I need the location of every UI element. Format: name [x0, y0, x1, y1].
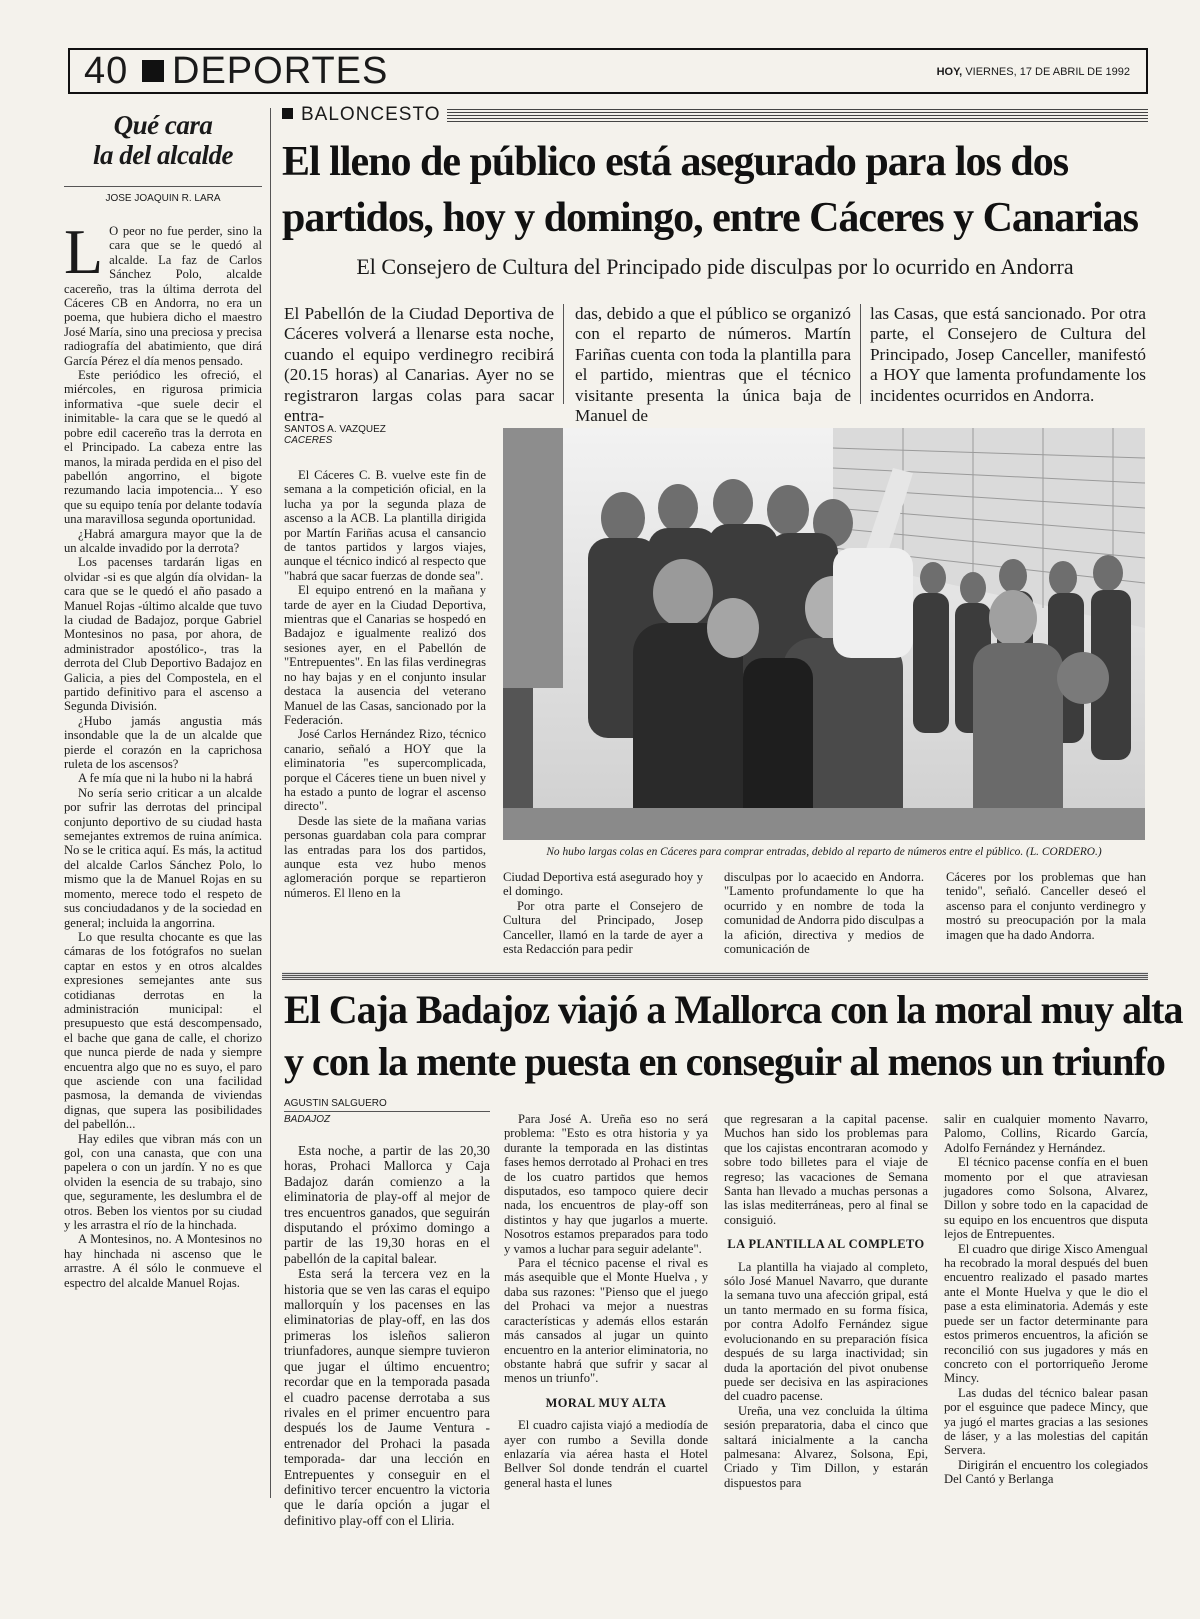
lead-col-1: El Pabellón de la Ciudad Deportiva de Cáceres volverá a llenarse esta noche, cuando el equipo verdinegro recibirá (20.15 horas) al Canarias. Ayer no se registraron largas colas para sacar entra-: [284, 304, 554, 426]
kicker-row: [282, 104, 1148, 126]
kicker: BALONCESTO: [282, 104, 441, 126]
article1-col-3: disculpas por lo acaecido en Andorra. "Lamento profundamente lo que ha ocurrido y en nombre de toda la comunidad de Andorra pido disculpas a la afición, directiva y medios de comunicación de: [724, 870, 924, 957]
lead-col-2: das, debido a que el público se organizó con el reparto de números. Martín Fariñas cuenta con toda la plantilla para el partido, mientras que el técnico visitante presenta la única baja de Manuel de: [575, 304, 851, 426]
dateline: [937, 66, 1130, 78]
page-number: 40: [84, 50, 129, 92]
lead-col-3: las Casas, que está sancionado. Por otra parte, el Consejero de Cultura del Principado, Josep Canceller, manifestó a HOY que lamenta profundamente los incidentes ocurridos en Andorra.: [870, 304, 1146, 405]
subhead-moral: MORAL MUY ALTA: [545, 1395, 667, 1410]
paper-name: HOY,: [936, 66, 963, 78]
issue-date: VIERNES, 17 DE ABRIL DE 1992: [965, 66, 1130, 78]
place-1: CACERES: [284, 435, 333, 446]
place-2: BADAJOZ: [284, 1114, 331, 1125]
article2-col-4: salir en cualquier momento Navarro, Palomo, Collins, Ricardo García, Adolfo Fernández y Hernández. El técnico pacense confía en el buen momento por el que atraviesan jugadores como Solsona, Alvarez, Dillon y sobre todo en la capacidad de su equipo en los encuentros que disputa lejos de Entrepuentes. El cuadro que dirige Xisco Amengual ha recobrado la moral después del buen encuentro realizado el pasado martes ante el Monte Huelva y que le dio el pase a esta eliminatoria. Además y este puede ser un factor determinante para estos primeros encuentros, la afición se reconcilió con sus jugadores y más en concreto con el portorriqueño Jerome Mincy. Las dudas del técnico balear pasan por el esguince que padece Mincy, que ya jugó el martes gracias a las sesiones de láser, y a las molestias del capitán Servera. Dirigirán el encuentro los colegiados Del Cantó y Berlanga: [944, 1112, 1148, 1487]
masthead: [68, 48, 1148, 94]
article2-col-1: AGUSTIN SALGUERO BADAJOZ Esta noche, a partir de las 20,30 horas, Prohaci Mallorca y Caja Badajoz darán comienzo a la eliminatoria de play-off al mejor de tres encuentros ganados, que seguirán disputando el próximo domingo a partir de las 19,30 horas en el pabellón de la capital balear. Esta será la tercera vez en la historia que se ven las caras el equipo mallorquín y los pacenses en las eliminatorias de play-off, en las dos primeras los isleños salieron triunfadores, aunque siempre tuvieron que jugar el último encuentro; recordar que en la temporada pasada el cuadro pacense derrotaba a sus rivales en el primer encuentro para después los de Jaume Ventura -entrenador del Prohaci la pasada temporada- dar una lección en Entrepuentes y conseguir en el definitivo tercer encuentro la victoria que le daría opción a jugar el definitivo play-off con el Lliria.: [284, 1098, 490, 1528]
article-baloncesto: [282, 104, 1148, 280]
article2-col-3: que regresaran a la capital pacense. Muchos han sido los problemas para que los cajistas encontraran acomodo y sobre todo billetes para el viaje de regreso; las vacaciones de Semana Santa han llevado a muchas personas a las islas mediterráneas, pero al final se consiguió. LA PLANTILLA AL COMPLETO La plantilla ha viajado al completo, sólo José Manuel Navarro, que durante la semana tuvo una afección gripal, está un tanto mermado en su forma física, por contra Adolfo Fernández sigue evolucionando en su preparación física después de su larga inactividad; sin duda la aportación del pivot onubense puede ser decisiva en las aspiraciones del cuadro pacense. Ureña, una vez concluida la última sesión preparatoria, daba el cinco que saltará inicialmente a la cancha palmesana: Alvarez, Solsona, Epi, Criado y Tim Dillon, y estarán dispuestos para: [724, 1112, 928, 1490]
kicker-square-icon: [282, 108, 293, 119]
article1-col-4: Cáceres por los problemas que han tenido", señaló. Canceller deseó el ascenso para el conjunto verdinegro y mostró su preocupación por la mala imagen que ha dado Andorra.: [946, 870, 1146, 942]
byline-2: AGUSTIN SALGUERO: [284, 1098, 387, 1109]
byline-1: SANTOS A. VAZQUEZ: [284, 424, 386, 435]
headline-2: El Caja Badajoz viajó a Mallorca con la moral muy alta y con la mente puesta en conseguir al menos un triunfo: [284, 987, 1183, 1084]
kicker-hatch: [447, 108, 1148, 122]
deck-1: El Consejero de Cultura del Principado pide disculpas por lo ocurrido en Andorra: [356, 254, 1074, 279]
opinion-column: [64, 110, 262, 1290]
column-body: L O peor no fue perder, sino la cara que se le quedó al alcalde. La faz de Carlos Sánchez Polo, alcalde cacereño, tras la última derrota del Cáceres CB en Andorra, no era un poema, que hubiera dicho el maestro José María, sino una preciosa y precisa radiografía del abatimiento, que dirá García Pérez el día menos pensado. Este periódico les ofreció, el miércoles, en rigurosa primicia informativa -que suele decir el inimitable- la cara que se le quedó al pobre edil cacereño tras la derrota en el Principado. La cabeza entre las manos, la mirada perdida en el piso del pabellón angorrino, el bigote rezumando lacia impotencia... Y eso que su equipo tenía por delante todavía una maravillosa segunda oportunidad. ¿Habrá amargura mayor que la de un alcalde invadido por la derrota? Los pacenses tardarán ligas en olvidar -si es que algún día olvidan- la cara que se le quedó el año pasado a Manuel Rojas -último alcalde que tuvo la ciudad de Badajoz, porque Gabriel Montesinos no pasa, por ahora, de administrador apostólico-, tras la derrota del Club Deportivo Badajoz en Galicia, a pies del Compostela, en el partido definitivo para el ascenso a Segunda División. ¿Hubo jamás angustia más insondable que la de un alcalde que pierde el corazón en la caprichosa ruleta de los ascensos? A fe mía que ni la hubo ni la habrá No sería serio criticar a un alcalde por sufrir las derrotas del principal conjunto deportivo de su ciudad hasta semejantes extremos de ruina anímica. No se le critica aquí. Es más, la actitud del alcalde Carlos Sánchez Polo, lo mismo que la de Manuel Rojas en su momento, merece todo el respeto de sus conciudadanos y de la sociedad en general; incluida la angorrina. Lo que resulta chocante es que las cámaras de los fotógrafos no suelan captar en estos y en otros alcaldes expresiones semejantes ante sus cotidianas derrotas en la administración municipal: el presupuesto que está descompensado, el bache que gana de calle, el chorizo que nunca pierde de nada y siempre encuentra algo que no es suyo, el paro que asciende con una facilidad pasmosa, la demanda de viviendas dignas, que supera las posibilidades del pabellón... Hay ediles que vibran más con un gol, con una canasta, que con una papelera o con un jardín. Y no es que olviden la esencia de su trabajo, sino que, seguramente, les deslumbra el de otros. Beben los vientos por su ciudad y les arrastra el río de la hinchada. A Montesinos, no. A Montesinos no hay hinchada ni ascenso que le arrastre. A él sólo le conmueve el espectro del alcalde Manuel Rojas.: [64, 216, 262, 1290]
article1-body: SANTOS A. VAZQUEZ CACERES El Cáceres C. B. vuelve este fin de semana a la competición oficial, en la lucha ya por la segunda plaza de ascenso a la ACB. La plantilla dirigida por Martín Fariñas acusa el cansancio de tantos partidos y largos viajes, aunque el técnico indicó al respecto que "habrá que sacar fuerzas de donde sea". El equipo entrenó en la mañana y tarde de ayer en la Ciudad Deportiva, mientras que el Canarias se hospedó en Badajoz e igualmente realizó dos sesiones ayer, en el Pabellón de "Entrepuentes". En las filas verdinegras no hay bajas y en el conjunto insular destaca la ausencia del veterano Manuel de las Casas, sancionado por la Federación. José Carlos Hernández Rizo, técnico canario, señaló a HOY que la eliminatoria "es supercomplicada, porque el Cáceres tiene un buen nivel y ha estado a punto de lograr el ascenso directo". Desde las siete de la mañana varias personas guardaban cola para comprar las entradas para los dos partidos, aunque esta vez hubo menos aglomeración porque se repartieron números. El lleno en la: [284, 424, 486, 900]
article1-col-2: Ciudad Deportiva está asegurado hoy y el domingo. Por otra parte el Consejero de Cultura del Principado, Josep Canceller, llamó en la tarde de ayer a esta Redacción para pedir: [503, 870, 703, 957]
headline-1: El lleno de público está asegurado para los dos partidos, hoy y domingo, entre Cáceres y Canarias: [282, 139, 1138, 241]
article2-col-2: Para José A. Ureña eso no será problema: "Esto es otra historia y ya durante la temporada en las distintas fases hemos derrotado al Prohaci en tres de los cuatro partidos que hemos disputados, eso tampoco quiere decir nada, los encuentros de play-off son distintos y hay que jugarlos a muerte. Nosotros estamos preparados para todo y vamos a luchar para seguir adelante". Para el técnico pacense el rival es más asequible que el Monte Huelva , y daba sus razones: "Pienso que el juego del Prohaci va mejor a nuestras características y además ellos estarán más cansados al jugar un quinto encuentro en la anterior eliminatoria, no obstante habrá que sufrir y sacar al menos un triunfo". MORAL MUY ALTA El cuadro cajista viajó a mediodía de ayer con rumbo a Sevilla donde enlazaría via aérea hasta el Hotel Bellver Sol donde tendrán el cuartel general hasta el lunes: [504, 1112, 708, 1490]
lead-separator-1: [563, 304, 564, 404]
byline-rule: [284, 1111, 490, 1112]
subhead-plantilla: LA PLANTILLA AL COMPLETO: [727, 1237, 925, 1252]
article-divider: [282, 972, 1148, 980]
photo-caption: No hubo largas colas en Cáceres para comprar entradas, debido al reparto de números entre el público. (L. CORDERO.): [546, 846, 1102, 858]
lead-separator-2: [860, 304, 861, 404]
column-rule: [64, 186, 262, 187]
section-title: DEPORTES: [172, 50, 389, 92]
photo-illustration: [503, 428, 1145, 840]
column-author: JOSE JOAQUIN R. LARA: [105, 193, 221, 204]
dropcap: L: [64, 216, 104, 287]
column-separator: [270, 108, 271, 1498]
photo-fans-queue: [503, 428, 1145, 840]
section-square-icon: [142, 60, 164, 82]
column-title: Qué cara la del alcalde: [93, 110, 233, 170]
